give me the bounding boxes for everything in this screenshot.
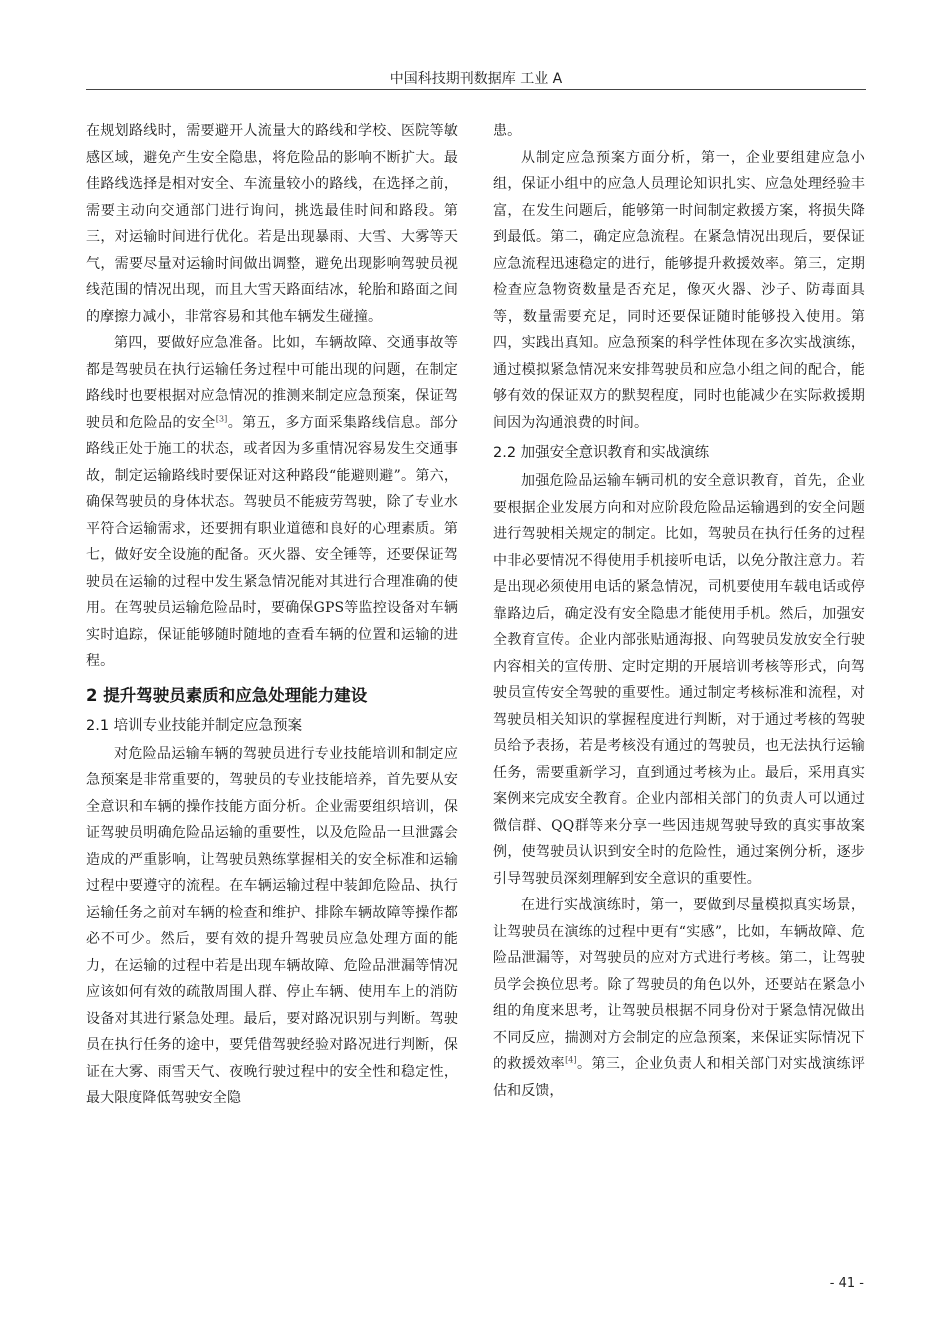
paragraph: 在规划路线时，需要避开人流量大的路线和学校、医院等敏感区域，避免产生安全隐患，将危险品的影响不断扩大。最佳路线选择是相对安全、车流量较小的路线，在选择之前，需要主动向交通部门进行询问，挑选最佳时间和路段。第三，对运输时间进行优化。若是出现暴雨、大雪、大雾等天气，需要尽量对运输时间做出调整，避免出现影响驾驶员视线范围的情况出现，而且大雪天路面结冰，轮胎和路面之间的摩擦力减小，非常容易和其他车辆发生碰撞。 xyxy=(86,123,458,325)
paragraph: 对危险品运输车辆的驾驶员进行专业技能培训和制定应急预案是非常重要的，驾驶员的专业技能培养，首先要从安全意识和车辆的操作技能方面分析。企业需要组织培训，保证驾驶员明确危险品运输的重要性，以及危险品一旦泄露会造成的严重影响，让驾驶员熟练掌握相关的安全标准和运输过程中要遵守的流程。在车辆运输过程中装卸危险品、执行运输任务之前对车辆的检查和维护、排除车辆故障等操作都必不可少。然后，要有效的提升驾驶员应急处理方面的能力，在运输的过程中若是出现车辆故障、危险品泄漏等情况应该如何有效的疏散周围人群、停止车辆、使用车上的消防设备对其进行紧急处理。最后，要对路况识别与判断。驾驶员在执行任务的途中，要凭借驾驶经验对路况进行判断，保证在大雾、雨雪天气、夜晚行驶过程中的安全性和稳定性，最大限度降低驾驶安全隐 xyxy=(86,745,458,1106)
paragraph-text: 在进行实战演练时，第一，要做到尽量模拟真实场景，让驾驶员在演练的过程中更有“实感”，比如，车辆故障、危险品泄漏等，对驾驶员的应对方式进行考核。第二，让驾驶员学会换位思考。除了驾驶员的角色以外，还要站在紧急小组的角度来思考，让驾驶员根据不同身份对于紧急情况做出不同反应，揣测对方会制定的应急预案，来保证实际情况下的救援效率 xyxy=(493,897,865,1072)
journal-header: 中国科技期刊数据库 工业 A xyxy=(389,71,563,87)
subsection-heading: 2.2 加强安全意识教育和实战演练 xyxy=(493,445,710,461)
page-number: - 41 - xyxy=(829,1276,864,1291)
section-heading: 2 提升驾驶员素质和应急处理能力建设 xyxy=(86,685,368,705)
paragraph: 从制定应急预案方面分析，第一，企业要组建应急小组，保证小组中的应急人员理论知识扎实、应急处理经验丰富，在发生问题后，能够第一时间制定救援方案，将损失降到最低。第二，确定应急流程。在紧急情况出现后，要保证应急流程迅速稳定的进行，能够提升救援效率。第三，定期检查应急物资数量是否充足，像灭火器、沙子、防毒面具等，数量需要充足，同时还要保证随时能够投入使用。第四，实践出真知。应急预案的科学性体现在多次实战演练，通过模拟紧急情况来安排驾驶员和应急小组之间的配合，能够有效的保证双方的默契程度，同时也能减少在实际救援期间因为沟通浪费的时间。 xyxy=(493,149,865,431)
paragraph-text: 。第五，多方面采集路线信息。部分路线正处于施工的状态，或者因为多重情况容易发生交通事故，制定运输路线时要保证对这种路段“能避则避”。第六，确保驾驶员的身体状态。驾驶员不能疲劳驾驶，除了专业水平符合运输需求，还要拥有职业道德和良好的心理素质。第七，做好安全设施的配备。灭火器、安全锤等，还要保证驾驶员在运输的过程中发生紧急情况能对其进行合理准确的使用。在驾驶员运输危险品时，要确保GPS等监控设备对车辆实时追踪，保证能够随时随地的查看车辆的位置和运输的进程。 xyxy=(86,414,458,669)
right-column xyxy=(493,118,865,1104)
citation-ref: [4] xyxy=(565,1055,577,1065)
subsection-heading: 2.1 培训专业技能并制定应急预案 xyxy=(86,717,303,734)
paragraph-text: 第四，要做好应急准备。比如，车辆故障、交通事故等都是驾驶员在执行运输任务过程中可能出现的问题，在制定路线时也要根据对应急情况的推测来制定应急预案，保证驾驶员和危险品的安全 xyxy=(86,335,458,431)
left-column xyxy=(86,118,458,1112)
paragraph: 加强危险品运输车辆司机的安全意识教育，首先，企业要根据企业发展方向和对应阶段危险品运输遇到的安全问题进行驾驶相关规定的制定。比如，驾驶员在执行任务的过程中非必要情况不得使用手机接听电话，以免分散注意力。若是出现必须使用电话的紧急情况，司机要使用车载电话或停靠路边后，确定没有安全隐患才能使用手机。然后，加强安全教育宣传。企业内部张贴通海报、向驾驶员发放安全行驶内容相关的宣传册、定时定期的开展培训考核等形式，向驾驶员宣传安全驾驶的重要性。通过制定考核标准和流程，对驾驶员相关知识的掌握程度进行判断，对于通过考核的驾驶员给予表扬，若是考核没有通过的驾驶员，也无法执行运输任务，需要重新学习，直到通过考核为止。最后，采用真实案例来完成安全教育。企业内部相关部门的负责人可以通过微信群、QQ群等来分享一些因违规驾驶导致的真实事故案例，使驾驶员认识到安全时的危险性，通过案例分析，逐步引导驾驶员深刻理解到安全意识的重要性。 xyxy=(493,473,865,887)
paragraph xyxy=(493,892,865,1104)
paragraph-text: 。第三，企业负责人和相关部门对实战演练评估和反馈， xyxy=(493,1056,866,1099)
header-divider xyxy=(86,89,866,90)
citation-ref: [3] xyxy=(215,413,228,423)
paragraph: 患。 xyxy=(493,123,522,139)
paragraph xyxy=(86,330,458,675)
